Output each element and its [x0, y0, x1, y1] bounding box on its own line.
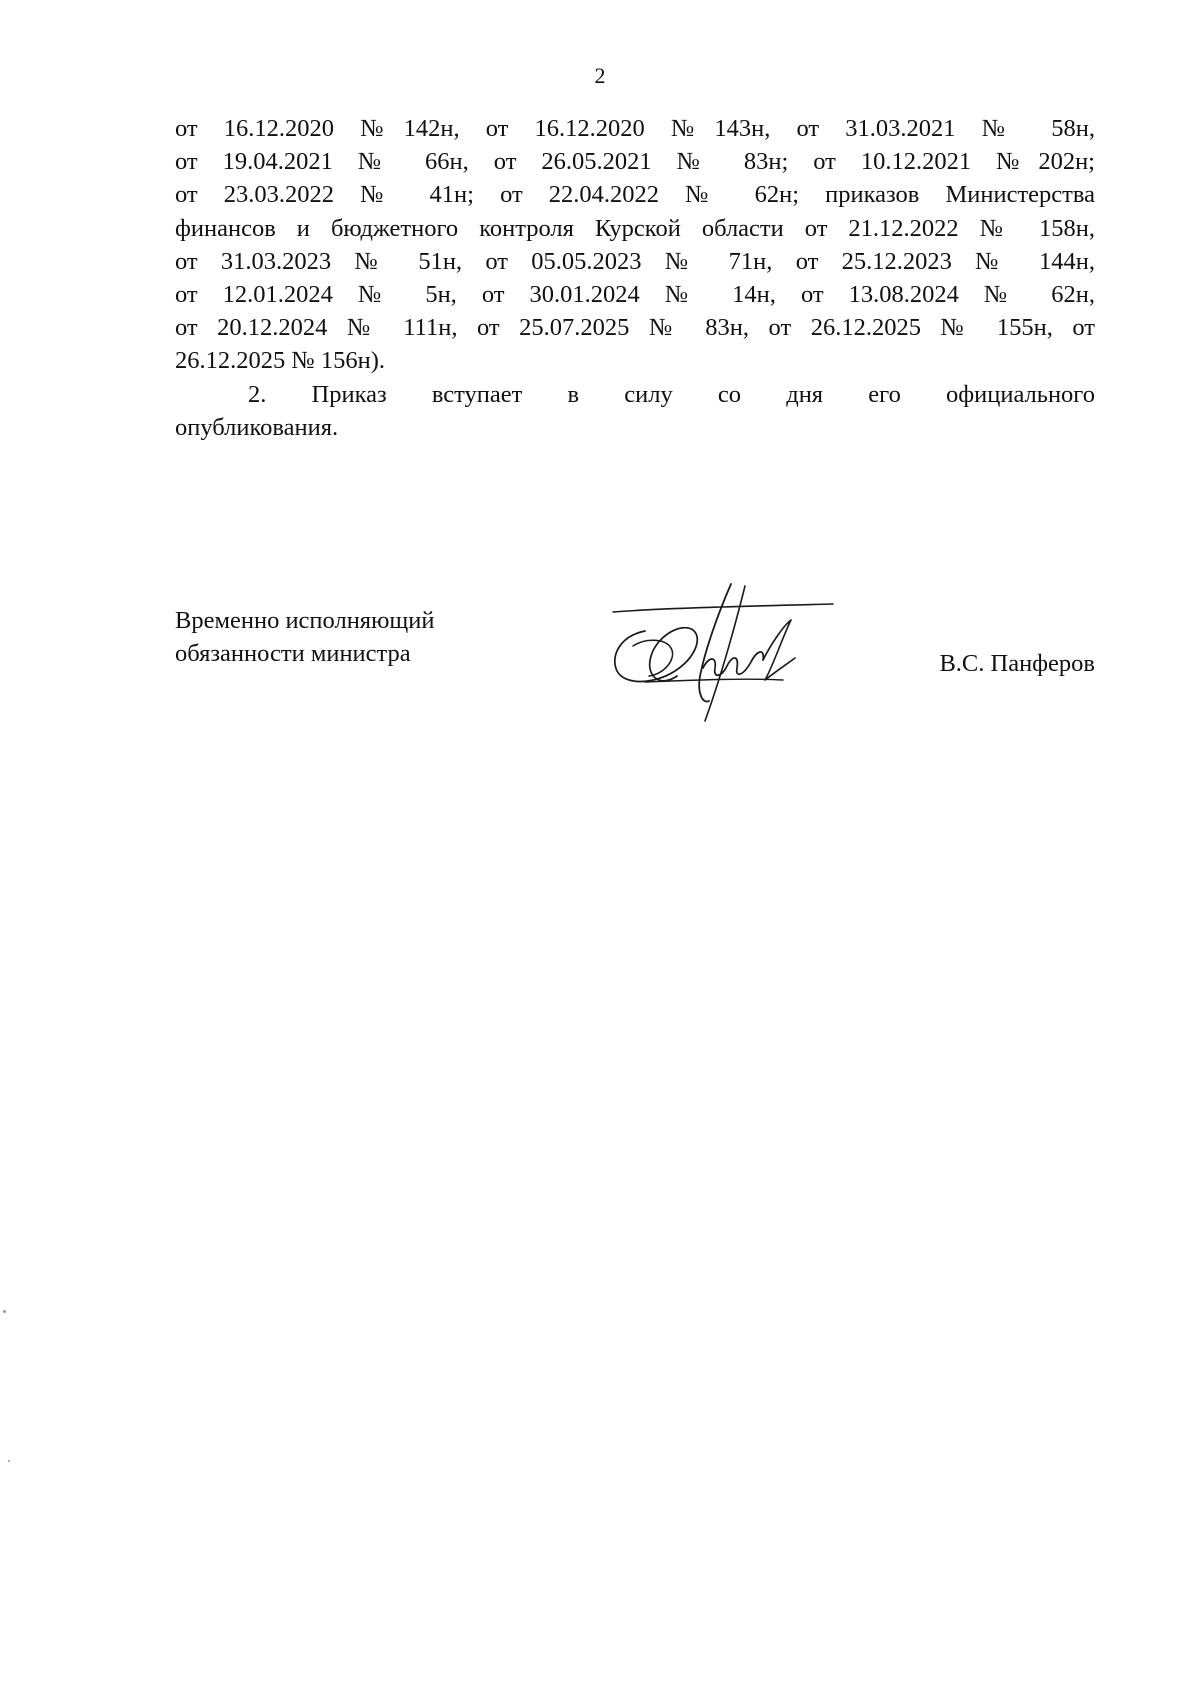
order-body-text	[175, 112, 1095, 444]
handwritten-signature	[605, 576, 835, 726]
item-2-line: опубликования.	[175, 413, 339, 441]
signer-title-line: Временно исполняющий	[175, 607, 435, 634]
body-line: от 20.12.2024 № 111н, от 25.07.2025 № 83н, от 26.12.2025 № 155н, от	[175, 314, 1095, 342]
body-line: 26.12.2025 № 156н).	[175, 347, 386, 375]
item-2-line: 2. Приказ вступает в силу со дня его официального	[248, 380, 1095, 408]
signature-block	[175, 604, 1095, 744]
body-line: от 19.04.2021 № 66н, от 26.05.2021 № 83н; от 10.12.2021 №202н;	[175, 148, 1095, 176]
body-line: от 31.03.2023 № 51н, от 05.05.2023 № 71н, от 25.12.2023 № 144н,	[175, 247, 1095, 275]
body-line: от 16.12.2020 №142н, от 16.12.2020 №143н, от 31.03.2021 № 58н,	[175, 115, 1095, 142]
page-number: 2	[594, 63, 606, 88]
body-line: от 23.03.2022 № 41н; от 22.04.2022 № 62н; приказов Министерства	[175, 181, 1095, 209]
body-line: финансов и бюджетного контроля Курской области от 21.12.2022 № 158н,	[175, 214, 1095, 242]
signer-name: В.С. Панферов	[939, 650, 1095, 677]
scan-speck	[8, 1460, 10, 1462]
signer-title-line: обязанности министра	[175, 640, 411, 667]
signer-title	[175, 604, 434, 670]
scan-speck	[3, 1310, 6, 1313]
body-line: от 12.01.2024 № 5н, от 30.01.2024 № 14н, от 13.08.2024 № 62н,	[175, 280, 1095, 308]
